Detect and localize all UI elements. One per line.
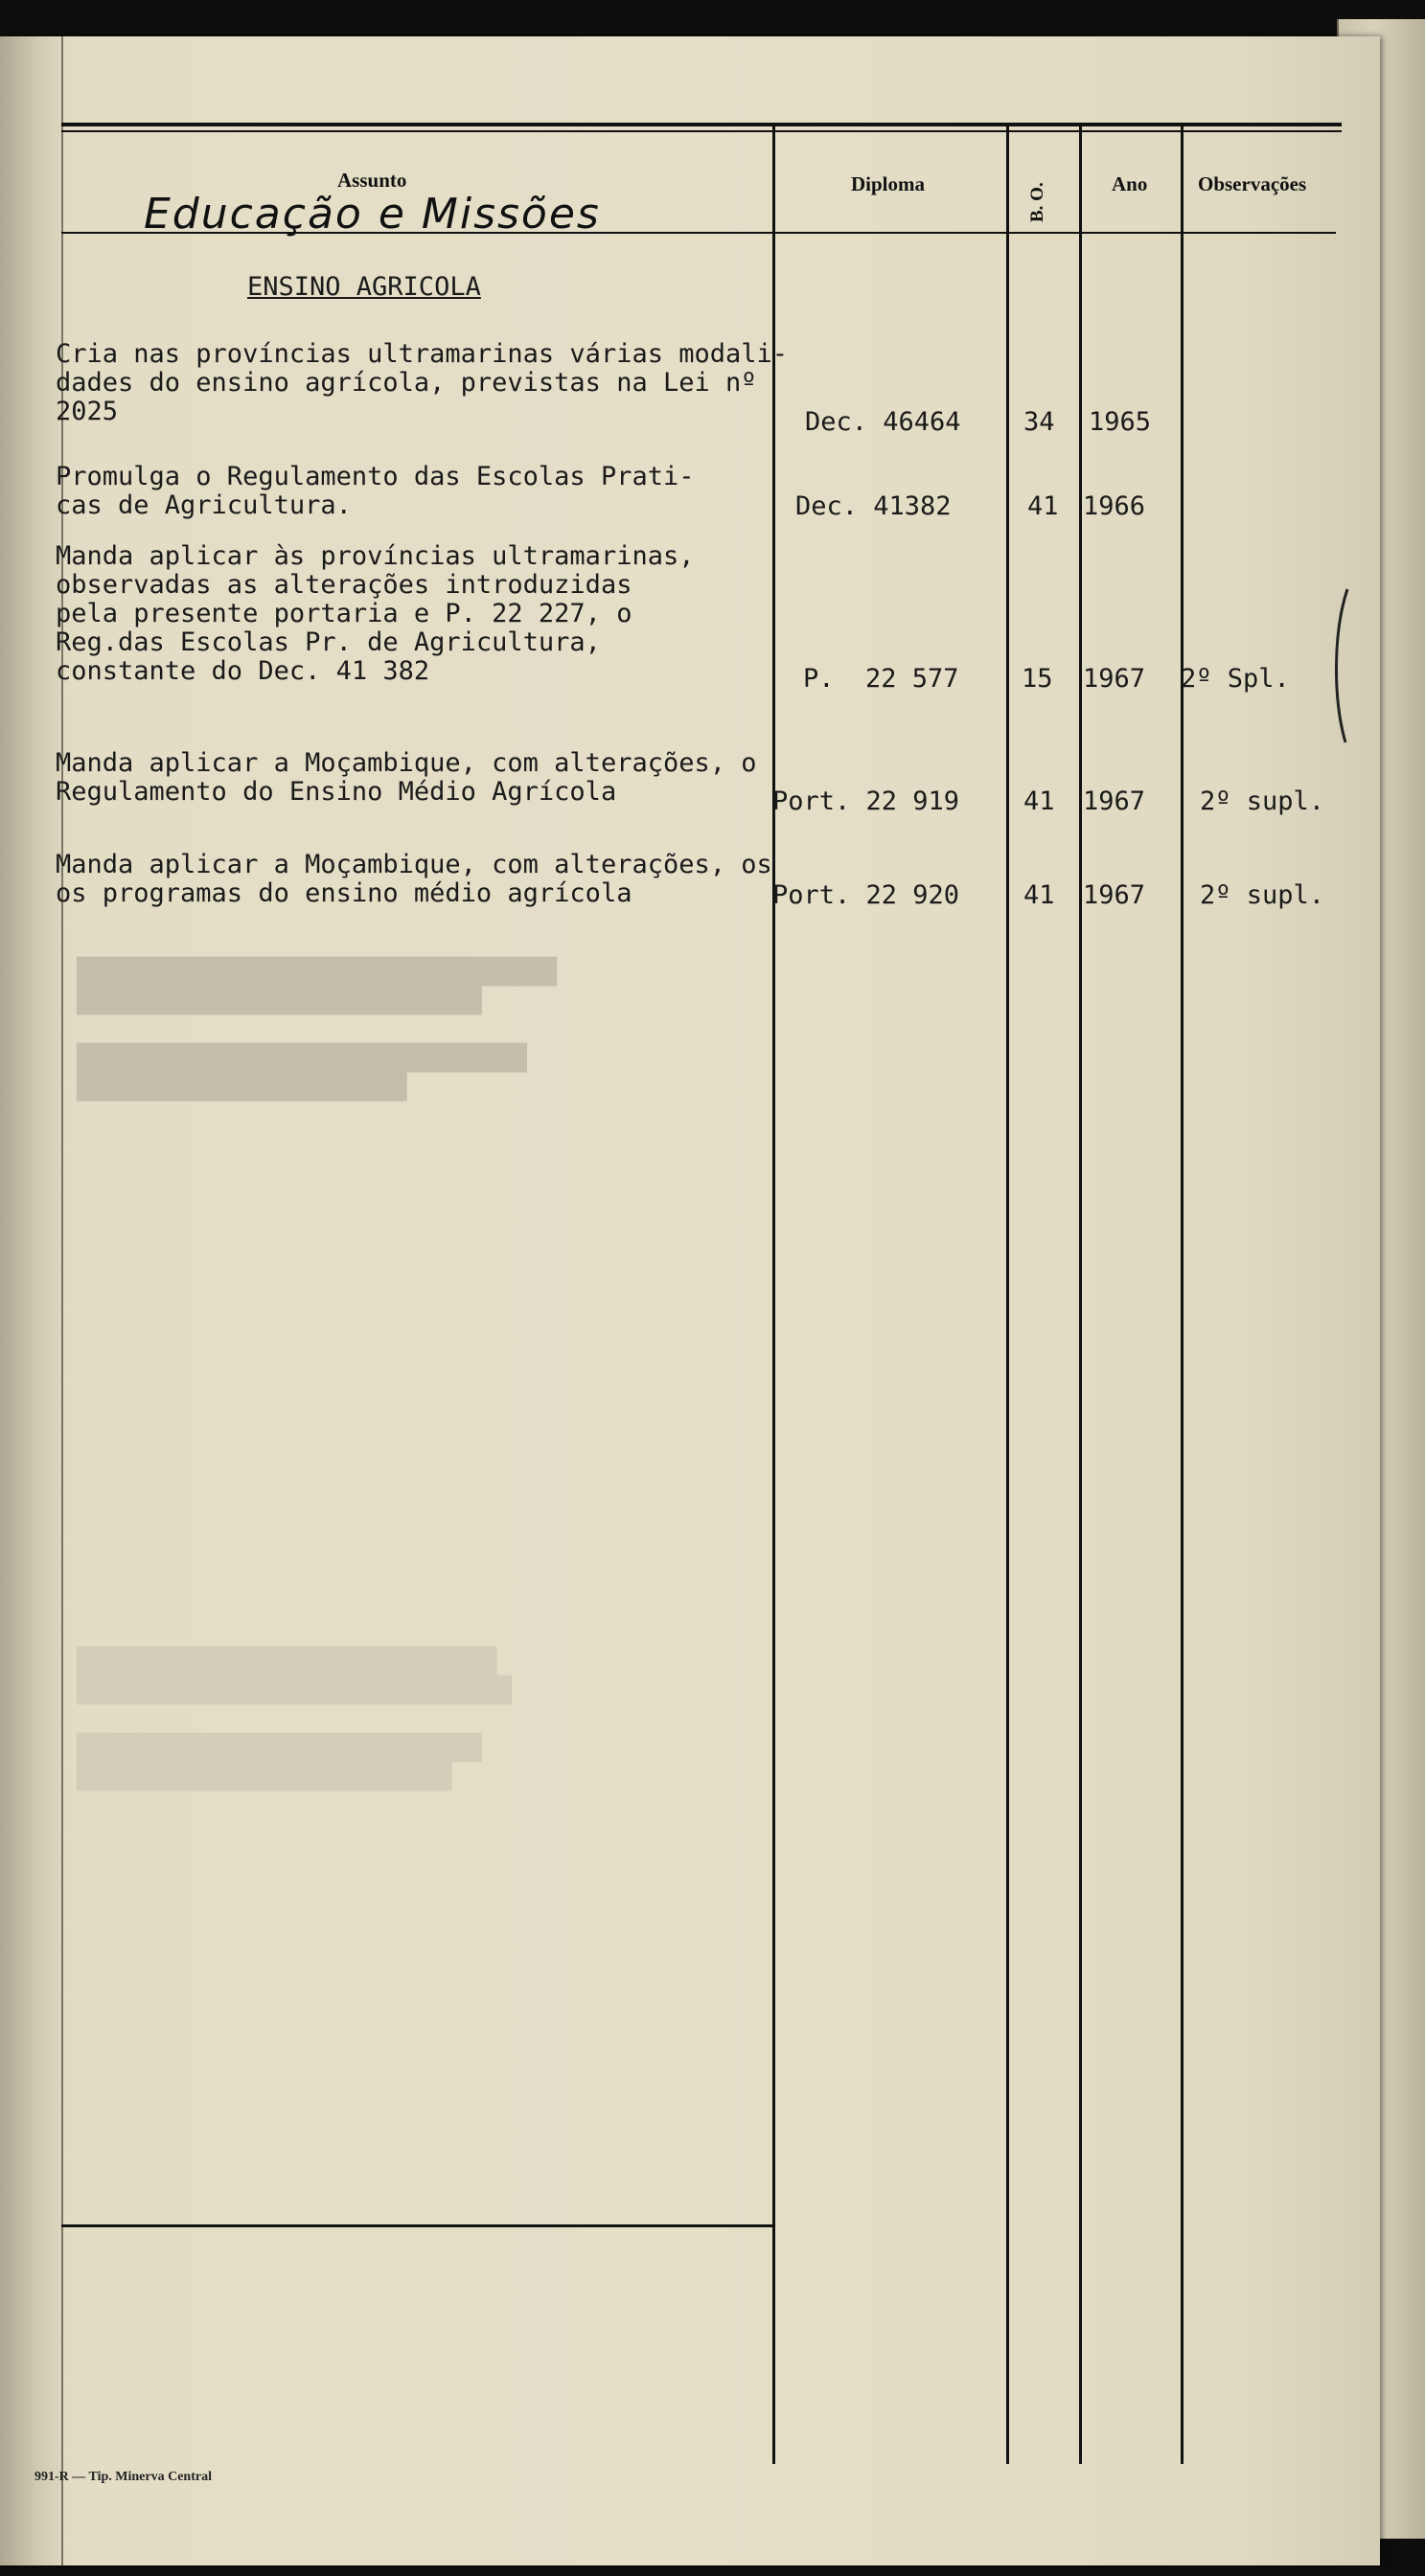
bleed-through-text: ████████████████████████████████ ███████████████████████████ ██████████████████████████████ ██████████████████████ <box>77 958 557 1102</box>
row-year: 1967 <box>1083 786 1146 816</box>
row-year: 1967 <box>1083 664 1146 694</box>
row-diploma: Dec. 41382 <box>795 491 952 521</box>
row-year: 1966 <box>1083 491 1146 521</box>
row-subject: Promulga o Regulamento das Escolas Prati- cas de Agricultura. <box>56 462 695 520</box>
handwritten-subject: Educação e Missões <box>144 190 601 239</box>
row-bo: 41 <box>1023 786 1055 816</box>
row-subject: Manda aplicar a Moçambique, com alterações, o Regulamento do Ensino Médio Agrícola <box>56 748 757 807</box>
row-bo: 41 <box>1023 880 1055 910</box>
section-title: ENSINO AGRICOLA <box>247 272 481 302</box>
year-column-label: Ano <box>1112 172 1148 195</box>
row-bo: 41 <box>1027 491 1059 521</box>
row-diploma: P. 22 577 <box>803 664 959 694</box>
bleed-through-text-lower: ████████████████████████████ █████████████████████████████ ███████████████████████████ █████████████████████████ <box>77 1648 512 1791</box>
row-notes: 2º Spl. <box>1181 664 1290 694</box>
row-bo: 15 <box>1022 664 1053 694</box>
top-rule-thin <box>61 130 1342 132</box>
row-year: 1967 <box>1083 880 1146 910</box>
column-divider-year-notes <box>1181 126 1184 2464</box>
column-divider-diploma-bo <box>1006 126 1009 2464</box>
row-notes: 2º supl. <box>1200 786 1325 816</box>
row-subject: Cria nas províncias ultramarinas várias modali- dades do ensino agrícola, previstas na Lei nº 2025 <box>56 339 789 426</box>
row-bo: 34 <box>1023 407 1055 437</box>
row-notes: 2º supl. <box>1200 880 1325 910</box>
bo-column-label: B. O. <box>1027 182 1047 222</box>
diploma-column-label: Diploma <box>851 172 926 195</box>
row-subject: Manda aplicar às províncias ultramarinas, observadas as alterações introduzidas pela presente portaria e P. 22 227, o Reg.das Escolas Pr. de Agricultura, constante do Dec. 41 382 <box>56 541 695 686</box>
left-binding-strip <box>0 36 63 2565</box>
pencil-mark <box>1328 584 1357 747</box>
row-subject: Manda aplicar a Moçambique, com alterações, os os programas do ensino médio agrícola <box>56 850 772 908</box>
printer-footer: 991-R — Tip. Minerva Central <box>34 2470 212 2484</box>
top-rule <box>61 123 1342 126</box>
row-diploma: Port. 22 919 <box>772 786 960 816</box>
row-year: 1965 <box>1089 407 1152 437</box>
row-diploma: Dec. 46464 <box>805 407 961 437</box>
subject-column-label: Assunto <box>337 169 407 192</box>
subject-bottom-rule <box>61 2224 772 2227</box>
row-diploma: Port. 22 920 <box>772 880 960 910</box>
column-divider-bo-year <box>1079 126 1082 2464</box>
column-divider-subject-diploma <box>772 126 775 2464</box>
notes-column-label: Observações <box>1198 172 1307 195</box>
